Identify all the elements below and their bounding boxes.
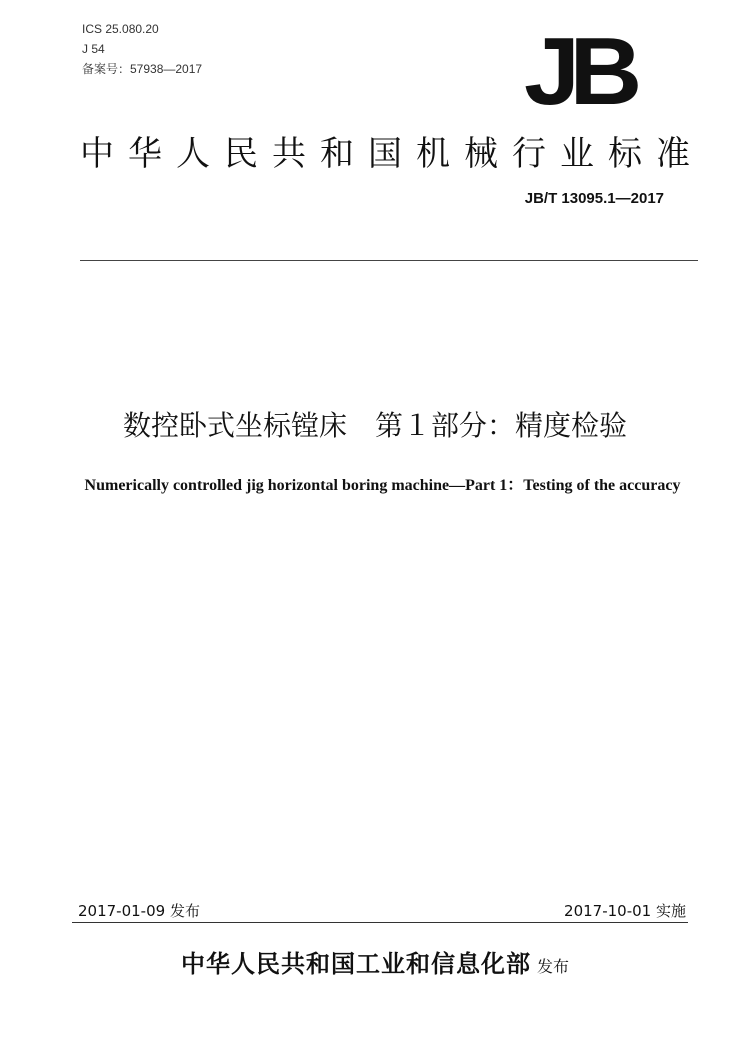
publisher [0, 944, 750, 979]
publisher-suffix: 发布 [536, 957, 569, 976]
title-english: Numerically controlled jig horizontal boring machine—Part 1：Testing of the accuracy [84, 477, 681, 494]
implementation-date: 2017-10-01 实施 [564, 902, 686, 920]
jb-logo: JB [524, 18, 632, 125]
publisher-name: 中华人民共和国工业和信息化部 [180, 950, 531, 978]
industry-standard-header: 中华人民共和国机械行业标准 [80, 134, 704, 174]
title-chinese: 数控卧式坐标镗床 第１部分：精度检验 [122, 409, 627, 442]
issue-date: 2017-01-09 发布 [78, 902, 200, 920]
filing-number: 备案号：57938—2017 [82, 62, 203, 76]
header-divider [80, 260, 698, 261]
ccs-code: J 54 [82, 42, 105, 56]
footer-divider [72, 922, 688, 923]
ics-code: ICS 25.080.20 [82, 22, 159, 36]
standard-number: JB/T 13095.1—2017 [524, 190, 664, 207]
